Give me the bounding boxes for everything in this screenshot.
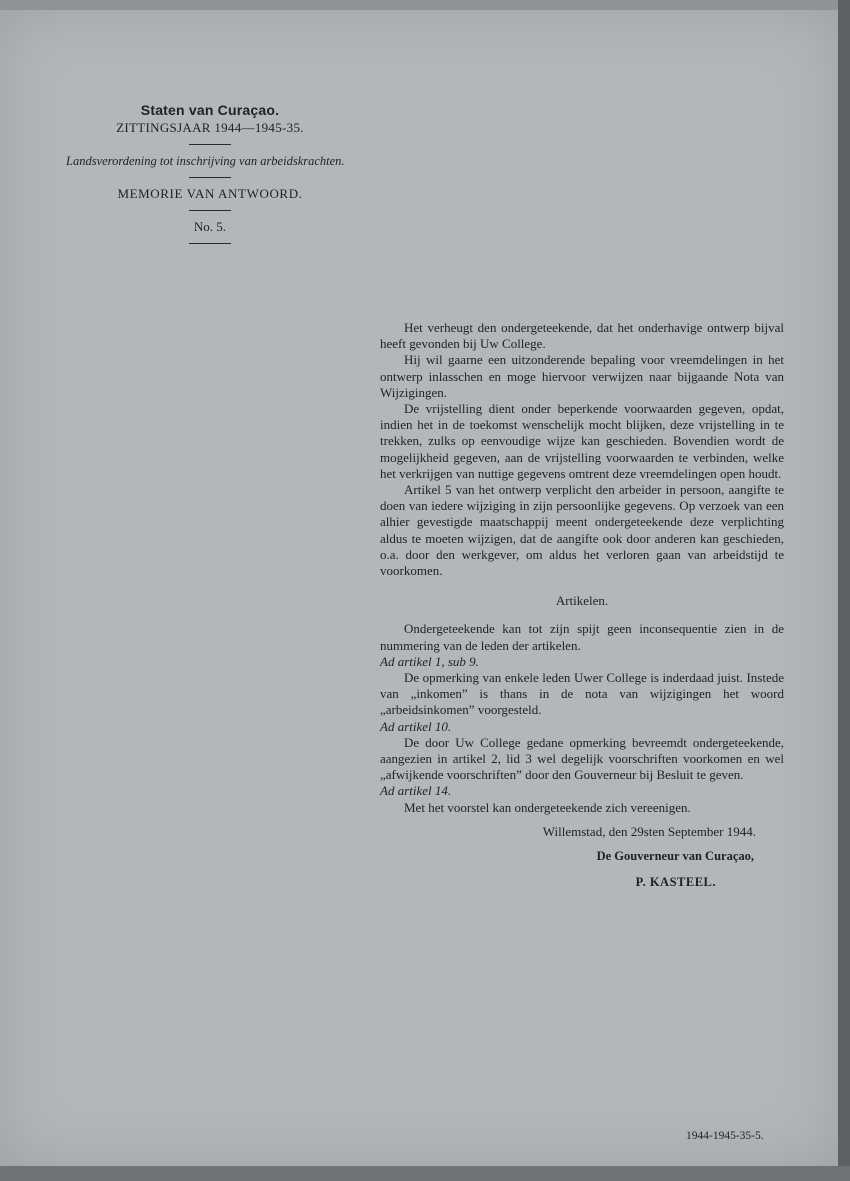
signatory-office: De Gouverneur van Curaçao, (596, 849, 754, 864)
document-body (380, 320, 784, 891)
paragraph: Ondergeteekende kan tot zijn spijt geen inconsequentie zien in de nummering van de leden der artikelen. (380, 621, 784, 653)
scan-edge-bottom (0, 1166, 850, 1181)
header-rule (189, 177, 231, 178)
document-number: No. 5. (193, 219, 227, 234)
article-reference: Ad artikel 1, sub 9. (380, 653, 479, 669)
session-year: ZITTINGSJAAR 1944—1945-35. (116, 120, 304, 135)
articles-heading: Artikelen. (555, 593, 609, 609)
article-reference: Ad artikel 14. (380, 783, 452, 799)
paragraph: De opmerking van enkele leden Uwer College is inderdaad juist. Instede van „inkomen” is thans in de nota van wijzigingen het woord „arbeidsinkomen” voorgesteld. (380, 670, 784, 718)
document-title: Staten van Curaçao. (140, 102, 280, 118)
paragraph: Hij wil gaarne een uitzonderende bepaling voor vreemdelingen in het ontwerp inlasschen en moge hiervoor verwijzen naar bijgaande Nota van Wijzigingen. (380, 352, 784, 400)
place-and-date: Willemstad, den 29sten September 1944. (542, 823, 756, 839)
header-rule (189, 210, 231, 211)
document-header (60, 102, 360, 252)
paragraph: Het verheugt den ondergeteekende, dat het onderhavige ontwerp bijval heeft gevonden bij Uw College. (380, 320, 784, 352)
paragraph: Met het voorstel kan ondergeteekende zich vereenigen. (404, 799, 691, 815)
header-rule (189, 144, 231, 145)
article-reference: Ad artikel 10. (380, 718, 452, 734)
document-reference: 1944-1945-35-5. (686, 1130, 764, 1142)
document-type: MEMORIE VAN ANTWOORD. (117, 186, 303, 201)
signatory-name: P. KASTEEL. (635, 875, 716, 890)
paragraph: De vrijstelling dient onder beperkende voorwaarden gegeven, opdat, indien het in de toekomst wenschelijk mocht blijken, deze vrijstelling in te trekken, zulks op eenvoudige wijze kan geschieden. Bovendien wordt de mogelijkheid gegeven, aan de vrijstelling voorwaarden te verbinden, welke het verkrijgen van nuttige gegevens omtrent deze vreemdelingen open houdt. (380, 401, 784, 481)
paragraph: Artikel 5 van het ontwerp verplicht den arbeider in persoon, aangifte te doen van iedere wijziging in zijn persoonlijke gegevens. Op verzoek van een alhier gevestigde maatschappij meent ondergeteekende deze verplichting aldus te moeten wijzigen, dat de aangifte ook door anderen kan geschieden, o.a. door den werkgever, om aldus het verloren gaan van arbeidstijd te voorkomen. (380, 482, 784, 579)
scan-edge-right (838, 0, 850, 1181)
subject-line: Landsverordening tot inschrijving van arbeidskrachten. (66, 154, 345, 168)
header-rule (189, 243, 231, 244)
paragraph: De door Uw College gedane opmerking bevreemdt ondergeteekende, aangezien in artikel 2, lid 3 wel degelijk voorschriften voorkomen en wel „afwijkende voorschriften” door den Gouverneur bij Besluit te geven. (380, 734, 784, 783)
